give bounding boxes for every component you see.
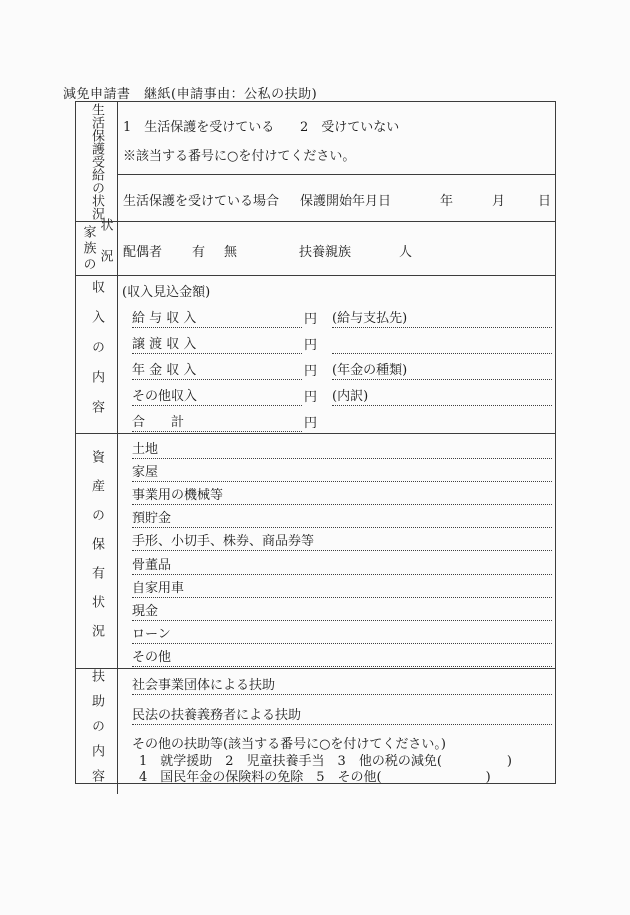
income-total-label: 合 計 [132, 411, 302, 432]
income-pension-label: 年 金 収 入 [132, 359, 302, 380]
section-public-assistance-content [118, 102, 555, 221]
dependents-unit-label: 人 [399, 245, 413, 260]
day-label: 日 [538, 194, 552, 209]
income-other-note: (内訳) [332, 385, 552, 406]
assistance-option-receiving: 1 生活保護を受けている [123, 120, 275, 135]
income-transfer-unit: 円 [304, 338, 318, 353]
section-assets-label: 資産の保有状況 [89, 449, 104, 653]
section-family [76, 217, 555, 280]
section-income-label-cell [76, 276, 118, 433]
income-row-pension [132, 362, 552, 380]
support-other-options-line1: 1 就学援助 2 児童扶養手当 3 他の税の減免( ) [139, 754, 512, 769]
income-salary-unit: 円 [304, 312, 318, 327]
section-family-content [118, 222, 555, 275]
asset-row-machinery [118, 482, 555, 505]
section-public-assistance [76, 102, 555, 222]
spouse-no-label: 無 [224, 245, 238, 260]
section-family-label-col1: 家族の [80, 224, 96, 273]
asset-securities-label: 手形、小切手、株券、商品券等 [132, 530, 552, 551]
section-family-label-col2: 状況 [97, 217, 113, 280]
income-total-unit: 円 [304, 416, 318, 431]
section-support-content [118, 669, 555, 794]
section-public-assistance-label-cell [76, 102, 118, 221]
assistance-case-label: 生活保護を受けている場合 [123, 194, 280, 209]
asset-row-securities [118, 528, 555, 551]
asset-house-label: 家屋 [132, 461, 552, 482]
asset-machinery-label: 事業用の機械等 [132, 484, 552, 505]
support-row-civil [132, 707, 552, 725]
year-label: 年 [440, 194, 454, 209]
page-title: 減免申請書 継紙(申請事由：公私の扶助) [63, 87, 318, 102]
asset-car-label: 自家用車 [132, 577, 552, 598]
asset-antiques-label: 骨董品 [132, 554, 552, 575]
asset-row-antiques [118, 551, 555, 574]
asset-row-cash [118, 598, 555, 621]
asset-land-label: 土地 [132, 438, 552, 459]
income-salary-note: (給与支払先) [332, 307, 552, 328]
income-other-unit: 円 [304, 390, 318, 405]
support-other-options-line2: 4 国民年金の保険料の免除 5 その他( ) [139, 770, 491, 785]
asset-row-car [118, 575, 555, 598]
income-other-label: その他収入 [132, 385, 302, 406]
income-transfer-label: 譲 渡 収 入 [132, 333, 302, 354]
asset-loan-label: ローン [132, 623, 552, 644]
asset-savings-label: 預貯金 [132, 507, 552, 528]
section-family-label-cell [76, 217, 118, 280]
section-assets-label-cell [76, 434, 118, 668]
section-income-label: 収入の内容 [89, 279, 104, 430]
income-salary-label: 給 与 収 入 [132, 307, 302, 328]
income-estimate-heading: (収入見込金額) [122, 285, 211, 300]
income-pension-unit: 円 [304, 364, 318, 379]
support-row-social [132, 677, 552, 695]
asset-other-label: その他 [132, 646, 552, 667]
asset-row-savings [118, 505, 555, 528]
section-public-assistance-label: 生活保護受給の状況 [89, 103, 104, 220]
support-civil-label: 民法の扶養義務者による扶助 [132, 704, 552, 725]
section-support-label-cell [76, 669, 118, 794]
section-income [76, 276, 555, 434]
spouse-yes-label: 有 [192, 245, 206, 260]
income-row-other [132, 388, 552, 406]
asset-row-land [118, 436, 555, 459]
asset-row-house [118, 459, 555, 482]
income-row-transfer [132, 336, 552, 354]
income-row-salary [132, 310, 552, 328]
section-support-label: 扶助の内容 [89, 669, 104, 794]
form-table [75, 101, 556, 794]
income-transfer-note [332, 338, 552, 354]
spouse-label: 配偶者 [123, 245, 163, 260]
assistance-options-row [118, 102, 555, 175]
circle-applicable-note: ※該当する番号に○を付けてください。 [123, 149, 356, 164]
dependents-label: 扶養親族 [299, 245, 352, 260]
section-assets-content [118, 434, 555, 668]
assistance-option-not-receiving: 2 受けていない [300, 120, 400, 135]
support-other-heading: その他の扶助等(該当する番号に○を付けてください。) [132, 737, 446, 752]
income-row-total [132, 414, 552, 432]
asset-row-loan [118, 621, 555, 644]
asset-cash-label: 現金 [132, 600, 552, 621]
section-support [76, 669, 555, 794]
assistance-start-date-label: 保護開始年月日 [300, 194, 392, 209]
support-social-label: 社会事業団体による扶助 [132, 674, 552, 695]
section-income-content [118, 276, 555, 433]
month-label: 月 [492, 194, 506, 209]
asset-row-other [118, 644, 555, 667]
section-assets [76, 434, 555, 669]
income-pension-note: (年金の種類) [332, 359, 552, 380]
assistance-start-date-row [118, 175, 555, 221]
